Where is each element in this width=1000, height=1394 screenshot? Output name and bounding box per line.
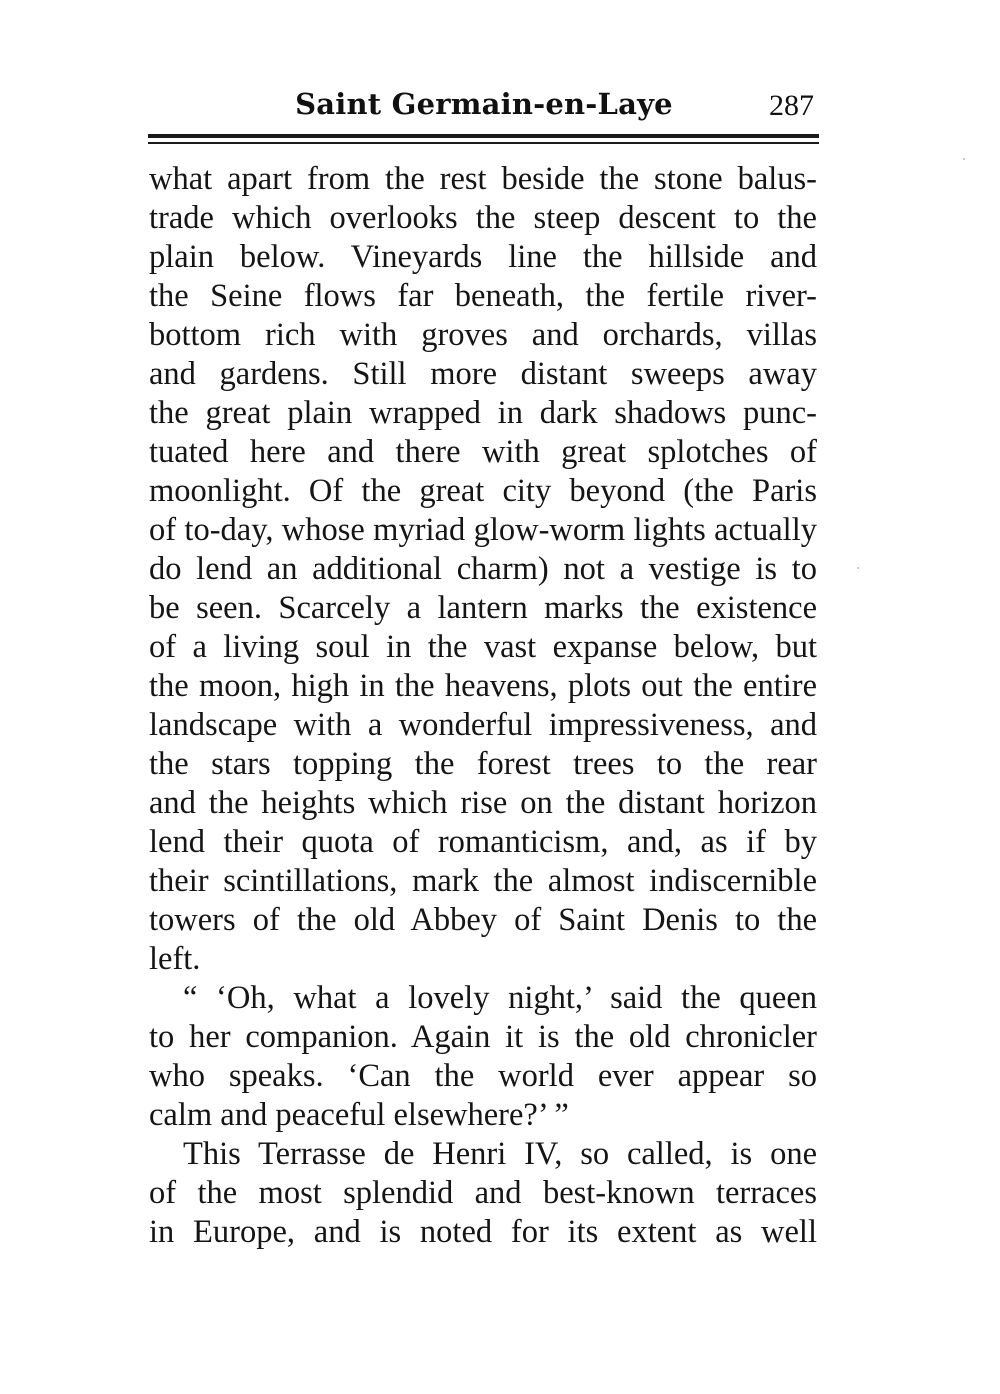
text-line: the Seine flows far beneath, the fertile river- — [149, 278, 817, 314]
page-number: 287 — [769, 89, 814, 122]
body-text — [149, 160, 817, 1252]
text-line: landscape with a wonderful impressiveness, and — [149, 707, 817, 743]
text-line: left. — [149, 941, 201, 977]
text-line: and gardens. Still more distant sweeps away — [149, 356, 817, 392]
text-line: of the most splendid and best-known terraces — [149, 1175, 817, 1211]
text-line: “ ‘Oh, what a lovely night,’ said the queen — [183, 980, 817, 1016]
text-line: trade which overlooks the steep descent to the — [149, 200, 817, 236]
text-line: who speaks. ‘Can the world ever appear so — [149, 1058, 817, 1094]
text-line: and the heights which rise on the distant horizon — [149, 785, 817, 821]
running-head — [150, 84, 818, 128]
text-line: do lend an additional charm) not a vestige is to — [149, 551, 817, 587]
paper-speck — [963, 158, 965, 160]
text-line: of to-day, whose myriad glow-worm lights actually — [149, 512, 817, 548]
text-line: towers of the old Abbey of Saint Denis to the — [149, 902, 817, 938]
text-line: to her companion. Again it is the old chronicler — [149, 1019, 817, 1055]
text-line: bottom rich with groves and orchards, villas — [149, 317, 817, 353]
text-line: what apart from the rest beside the stone balus- — [149, 161, 817, 197]
header-rule-thin — [148, 142, 819, 144]
text-line: This Terrasse de Henri IV, so called, is one — [183, 1136, 817, 1172]
text-line: the stars topping the forest trees to the rear — [149, 746, 817, 782]
text-line: calm and peaceful elsewhere?’ ” — [149, 1097, 569, 1133]
paragraph-terrasse — [149, 1135, 817, 1252]
text-line: lend their quota of romanticism, and, as if by — [149, 824, 817, 860]
running-title: Saint Germain-en-Laye — [295, 87, 673, 121]
paragraph-quotation — [149, 979, 817, 1135]
paragraph-continuation — [149, 160, 817, 979]
text-line: tuated here and there with great splotches of — [149, 434, 817, 470]
paper-speck — [857, 567, 859, 569]
text-line: their scintillations, mark the almost indiscernible — [149, 863, 817, 899]
header-rule-thick — [148, 134, 819, 138]
text-line: in Europe, and is noted for its extent as well — [149, 1214, 817, 1250]
text-line: plain below. Vineyards line the hillside and — [149, 239, 817, 275]
text-line: moonlight. Of the great city beyond (the Paris — [149, 473, 817, 509]
text-line: of a living soul in the vast expanse below, but — [149, 629, 817, 665]
text-line: be seen. Scarcely a lantern marks the existence — [149, 590, 817, 626]
text-line: the great plain wrapped in dark shadows punc- — [149, 395, 817, 431]
text-line: the moon, high in the heavens, plots out the entire — [149, 668, 817, 704]
